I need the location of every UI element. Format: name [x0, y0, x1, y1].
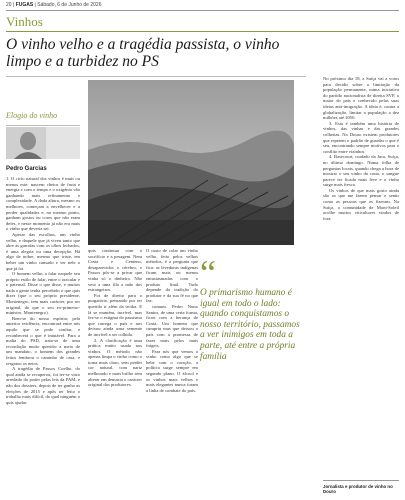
column-kicker: Elogio do vinho: [6, 111, 58, 120]
paragraph: Os vinhos de que mais gosto ainda são os que me fazem pensar e sentir como as pessoas que os fizeram. Na Suíça, a comunidade de Mont-Soleil acolhe muitos viticultores vindos de fora.: [323, 187, 399, 221]
paragraph: Foi de direito para o purgatório, pensando por ter querido ir além da troika. E lá se mantém, incrível, mas fez-se o estigma do passismo que carrega o país e nos deixou ainda uma semente de incrível a ser colhida.: [88, 292, 142, 337]
signature-rule: [323, 480, 399, 481]
paragraph: 1. O ciclo natural dos vinhos é mais ou menos este: nascem cheios de fruta e energia e com o tempo e o oxigénio vão ganhando mais refinamento e complexidade. A dada altura, mesmo os melhores, começam a envelhecer e a perder qualidades e, no mesmo ponto, ganham gostos ou cores que não eram deles, e nesse momento já não era mais o vinho que deveria ser.: [6, 176, 80, 232]
headline: O vinho velho e a tragédia passista, o vinho limpo e a turbidez no PS: [6, 36, 280, 70]
article-column-4: [323, 76, 399, 476]
paragraph: 3. Esta é também uma história de vinhos, das vinhas e das grandes colheitas. No Douro existem produtores que repetem o padrão de guardar o que é seu, encontrando sempre motivos para o conflito entre vizinhos.: [323, 120, 399, 154]
paragraph: O homem velho, a falar naquele seu próprio estilo de falar, entre o oracular e o paternal. Disse o que disse, e muitos nada a gente tenha percebido o que quis dizer (que o seu próprio presidente, Montenegro, tem mais carácter, por ser original, do que o seu ex-primeiro-ministro, Montenegro).: [6, 271, 80, 316]
article-column-3: [146, 248, 198, 496]
headline-rule: [6, 76, 306, 77]
vineyard-photo: [88, 80, 294, 245]
author-photo: [6, 127, 80, 159]
article-column-2: [88, 248, 142, 496]
paragraph: 4. Basecourt, cuidado da Jura, Suíça, no último domingo. Numa folha de perguntas locais, quando chega a hora de mostrar o seu vinho da casta, o sangue parece ter ficado mais leve e o vinho surge mais fresco.: [323, 154, 399, 188]
paragraph: O custo de colar um vinho velho, feito pelos velhos métodos, é a pergunta que fica: as leveduras indígenas ficam mais ou menos entusiasmadas com o produto final. Tudo depende da tradição do produtor e da sua fé no que faz.: [146, 248, 198, 304]
paragraph: Apesar das escolhas, um vinho velho, e daquele que já viveu tanto que abre as garrafas com os olhos fechados, é uma alegria ou uma decepção. Há algo de nobre, mesmo que triste, em beber um vinho cansado e ver nele o que já foi.: [6, 231, 80, 271]
author-name: Pedro Garcias: [6, 166, 47, 172]
paragraph: 2. A clarificação é uma prática muito usada nos vinhos. O método não apenas limpa o vinho como o torna mais claro, sem perder cor natural, com nariz melhorado e mais brilho sem alterar em demasia o carácter original dos produtores.: [88, 337, 142, 388]
pull-quote: [200, 253, 306, 362]
article-column-1: [6, 176, 80, 496]
paragraph: comum. Pedro Nuno Santos, de uma certa forma, ficou com a herança de Costa. Um homem que cumpriu mas que deixou o país com a promessa de fazer mais pelos mais frágeis.: [146, 303, 198, 349]
issue-date: Sábado, 6 de Junho de 2026: [37, 2, 102, 8]
section-rule: [6, 31, 399, 32]
paragraph: No próximo dia 18, a Suíça vai a votos para decidir sobre a limitação da população permanente, numa iniciativa do partido nacionalista de direita SVP, o maior do país e conhecido pelas suas ideias anti-imigração. A ideia é, contra a globalização, limitar a população a dez milhões até 2050.: [323, 76, 399, 121]
paragraph: A tragédia de Passos Coelho, do qual ainda se recuperou, foi ter-se visto arredado do poder pelas leis da PAM, e não dos dossiers, depois de ter ganho as eleições de 2015 e após ter feito o trabalho mais difícil, do qual ninguém o quis ajudar.: [6, 366, 80, 405]
paragraph: quis continuar com o sacrifício e a pesagem. Nem Costa e Centeno, desaparecidos o cérebro, e Passos pôs-se a privar que vinha só o dinheiro. Não veio a uma fila a mão dos estrangeiros.: [88, 248, 142, 293]
page-number: 20: [6, 2, 12, 8]
page-header: 20 | FUGAS | Sábado, 6 de Junho de 2026: [6, 2, 102, 8]
section-title: Vinhos: [6, 14, 43, 29]
quote-mark-icon: “: [200, 253, 216, 293]
paragraph: Para nós que vemos o vinho como algo que se bebe com o coração, a política surge sempre em segundo plano. O álcool e os vinhos mais velhos e mais elegantes nunca foram a linha de combate do país.: [146, 348, 198, 393]
pull-quote-text: O primarismo humano é igual em todo o lado: quando conquistamos o nosso território, passamos a ver inimigos em toda a parte, até entre a própria família: [200, 288, 300, 362]
mug-rule: [6, 125, 80, 126]
top-rule: [6, 10, 399, 11]
paragraph: Bem-se do nosso espírito; pela anterior evidência, encontrará entre nós aquilo que se pode confiar, e reconhecerá o que é imutável. Para a malta do PSD, trata-se de uma recordação muito querida: a meio de um mandato, o homem dos grandes feitos lembrou o caminho de casa, e resgatou os netos.: [6, 315, 80, 366]
publication-name: FUGAS: [15, 2, 34, 8]
author-signature: Jornalista e produtor de vinho no Douro: [323, 484, 393, 495]
